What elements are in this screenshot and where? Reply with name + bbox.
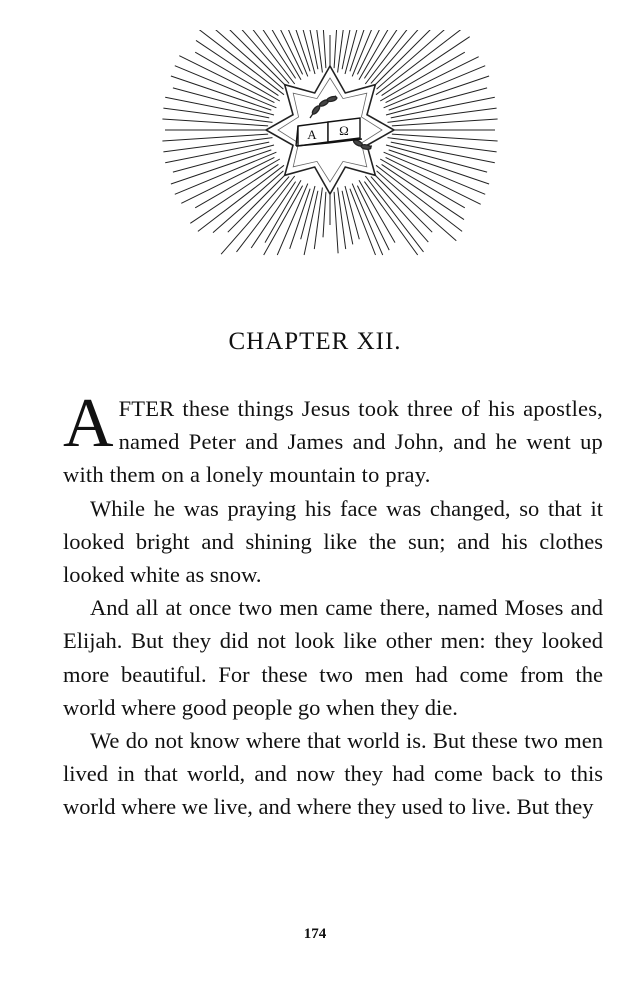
ornament-ray xyxy=(371,30,432,89)
star-book-ornament-icon xyxy=(160,30,500,260)
chapter-body xyxy=(63,385,603,824)
ornament-ray xyxy=(364,182,417,255)
ornament-ray xyxy=(265,30,301,80)
paragraph-2: While he was praying his face was changed, so that it looked bright and shining like the sun; and his clothes looked white as snow. xyxy=(63,495,603,588)
ornament-ray xyxy=(338,188,346,250)
paragraph-3: And all at once two men came there, named Moses and Elijah. But they did not look like other men: they looked more beautiful. For these two men had come from the world where good people go when they die. xyxy=(63,595,603,720)
paragraph-1-text: FTER these things Jesus took three of his apostles, named Peter and James and John, and he went up with them on a lonely mountain to pray. xyxy=(63,396,603,488)
ornament-ray xyxy=(377,30,447,89)
ornament-ray xyxy=(345,30,359,74)
ornament-ray xyxy=(359,30,395,80)
ornament-ray xyxy=(365,176,423,252)
ornament-ray xyxy=(322,30,326,68)
drop-cap-initial: A xyxy=(63,385,114,462)
paragraph-4: We do not know where that world is. But these two men lived in that world, and now they had come back to this world where we live, and where they used to live. But they xyxy=(63,728,603,820)
ornament-ray xyxy=(301,30,315,74)
ornament-ray xyxy=(228,30,289,89)
paragraph-1 xyxy=(63,385,603,492)
page-number: 174 xyxy=(303,926,327,942)
ornament-ray xyxy=(175,66,277,108)
omega-glyph: Ω xyxy=(339,123,349,138)
ornament-ray xyxy=(371,30,439,83)
ornament-ray xyxy=(350,189,376,255)
ornament-ray xyxy=(179,56,274,103)
ornament-ray xyxy=(323,192,326,237)
ornament-ray xyxy=(237,176,295,252)
ornament-ray xyxy=(314,188,322,250)
ornament-ray xyxy=(342,30,356,69)
ornament-ray xyxy=(386,157,481,204)
ornament-ray xyxy=(242,30,295,78)
ornament-ray xyxy=(175,152,277,194)
ornament-ray xyxy=(384,152,486,194)
chapter-title: CHAPTER XII. xyxy=(228,328,402,355)
ornament-ray xyxy=(364,30,408,78)
ornament-ray xyxy=(357,186,389,251)
ornament-ray xyxy=(384,66,486,108)
ornament-ray xyxy=(338,30,346,72)
alpha-glyph: Α xyxy=(307,127,317,142)
ornament-ray xyxy=(357,30,396,74)
ornament-ray xyxy=(314,30,322,72)
ornament-ray xyxy=(334,192,338,253)
ornament-ray xyxy=(334,30,337,68)
